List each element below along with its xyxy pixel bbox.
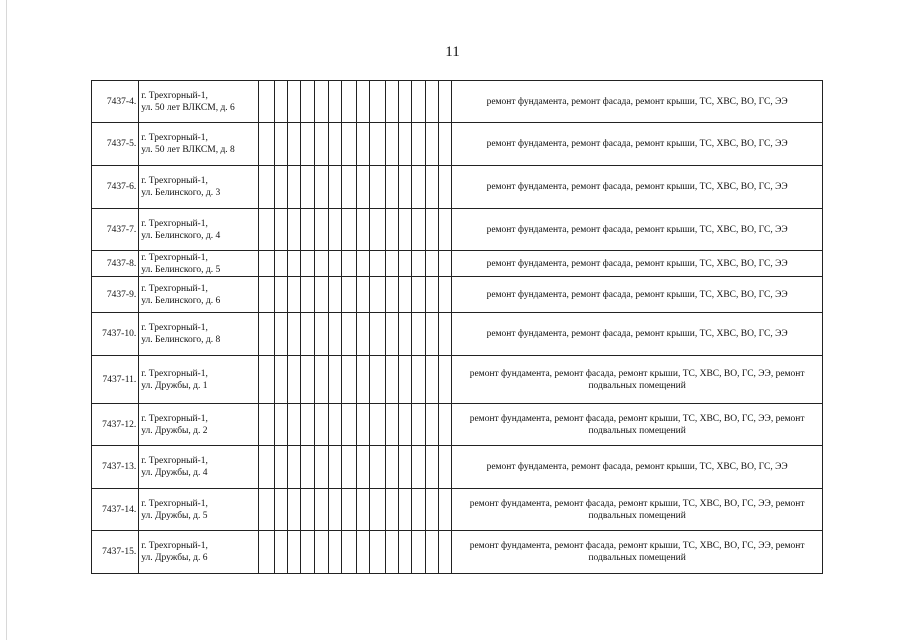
- empty-cell: [425, 251, 438, 277]
- empty-cell: [412, 531, 425, 574]
- empty-cell: [398, 356, 411, 404]
- address-city: г. Трехгорный-1,: [141, 498, 208, 509]
- empty-cell: [438, 313, 451, 356]
- empty-cell: [356, 209, 369, 251]
- address-cell: [139, 123, 259, 166]
- empty-cell: [301, 313, 314, 356]
- empty-cell: [370, 166, 385, 209]
- empty-cell: [356, 251, 369, 277]
- empty-cell: [385, 277, 398, 313]
- empty-cell: [259, 356, 274, 404]
- empty-cell: [356, 166, 369, 209]
- address-street: ул. Белинского, д. 6: [141, 295, 221, 306]
- empty-cell: [438, 404, 451, 446]
- empty-cell: [412, 446, 425, 489]
- works-cell: ремонт фундамента, ремонт фасада, ремонт крыши, ТС, ХВС, ВО, ГС, ЭЭ: [452, 446, 823, 489]
- empty-cell: [301, 356, 314, 404]
- empty-cell: [385, 489, 398, 531]
- empty-cell: [342, 313, 356, 356]
- empty-cell: [370, 277, 385, 313]
- empty-cell: [370, 251, 385, 277]
- empty-cell: [259, 123, 274, 166]
- empty-cell: [329, 277, 342, 313]
- empty-cell: [329, 209, 342, 251]
- empty-cell: [301, 251, 314, 277]
- works-cell: ремонт фундамента, ремонт фасада, ремонт крыши, ТС, ХВС, ВО, ГС, ЭЭ: [452, 123, 823, 166]
- works-cell: ремонт фундамента, ремонт фасада, ремонт крыши, ТС, ХВС, ВО, ГС, ЭЭ, ремонт подвальных помещений: [452, 356, 823, 404]
- empty-cell: [438, 166, 451, 209]
- table-row: [92, 81, 823, 123]
- empty-cell: [342, 489, 356, 531]
- table-row: [92, 166, 823, 209]
- empty-cell: [370, 356, 385, 404]
- empty-cell: [301, 277, 314, 313]
- table-row: [92, 404, 823, 446]
- empty-cell: [398, 81, 411, 123]
- empty-cell: [329, 489, 342, 531]
- empty-cell: [356, 446, 369, 489]
- empty-cell: [288, 531, 301, 574]
- empty-cell: [301, 489, 314, 531]
- empty-cell: [288, 209, 301, 251]
- address-cell: [139, 166, 259, 209]
- empty-cell: [412, 489, 425, 531]
- works-cell: ремонт фундамента, ремонт фасада, ремонт крыши, ТС, ХВС, ВО, ГС, ЭЭ, ремонт подвальных помещений: [452, 531, 823, 574]
- empty-cell: [425, 81, 438, 123]
- empty-cell: [288, 251, 301, 277]
- empty-cell: [398, 277, 411, 313]
- empty-cell: [329, 356, 342, 404]
- empty-cell: [274, 123, 287, 166]
- address-cell: [139, 313, 259, 356]
- empty-cell: [274, 531, 287, 574]
- empty-cell: [370, 404, 385, 446]
- empty-cell: [438, 277, 451, 313]
- empty-cell: [329, 123, 342, 166]
- empty-cell: [314, 277, 328, 313]
- empty-cell: [438, 81, 451, 123]
- empty-cell: [398, 123, 411, 166]
- table-row: [92, 489, 823, 531]
- empty-cell: [342, 446, 356, 489]
- table-row: [92, 356, 823, 404]
- address-street: ул. Дружбы, д. 4: [141, 468, 208, 478]
- empty-cell: [412, 81, 425, 123]
- empty-cell: [356, 81, 369, 123]
- table-row: [92, 277, 823, 313]
- empty-cell: [288, 446, 301, 489]
- scan-edge-line: [6, 0, 7, 640]
- empty-cell: [425, 404, 438, 446]
- empty-cell: [288, 313, 301, 356]
- address-street: ул. Дружбы, д. 2: [141, 425, 208, 436]
- empty-cell: [288, 489, 301, 531]
- works-cell: ремонт фундамента, ремонт фасада, ремонт крыши, ТС, ХВС, ВО, ГС, ЭЭ: [452, 209, 823, 251]
- empty-cell: [385, 356, 398, 404]
- row-number: 7437-5.: [92, 123, 139, 166]
- empty-cell: [412, 251, 425, 277]
- empty-cell: [301, 446, 314, 489]
- empty-cell: [314, 356, 328, 404]
- empty-cell: [398, 166, 411, 209]
- empty-cell: [314, 209, 328, 251]
- table-row: [92, 251, 823, 277]
- empty-cell: [385, 209, 398, 251]
- empty-cell: [412, 166, 425, 209]
- empty-cell: [438, 356, 451, 404]
- works-cell: ремонт фундамента, ремонт фасада, ремонт крыши, ТС, ХВС, ВО, ГС, ЭЭ: [452, 313, 823, 356]
- table-row: [92, 446, 823, 489]
- empty-cell: [342, 209, 356, 251]
- empty-cell: [398, 404, 411, 446]
- row-number: 7437-10.: [92, 313, 139, 356]
- empty-cell: [438, 251, 451, 277]
- empty-cell: [425, 489, 438, 531]
- address-city: г. Трехгорный-1,: [141, 283, 208, 294]
- register-table: [91, 80, 823, 574]
- row-number: 7437-15.: [92, 531, 139, 574]
- empty-cell: [274, 251, 287, 277]
- empty-cell: [288, 277, 301, 313]
- row-number: 7437-7.: [92, 209, 139, 251]
- empty-cell: [385, 404, 398, 446]
- empty-cell: [288, 123, 301, 166]
- address-cell: [139, 81, 259, 123]
- address-city: г. Трехгорный-1,: [141, 218, 208, 229]
- address-street: ул. Дружбы, д. 5: [141, 510, 208, 521]
- empty-cell: [425, 313, 438, 356]
- row-number: 7437-6.: [92, 166, 139, 209]
- empty-cell: [288, 404, 301, 446]
- address-cell: [139, 209, 259, 251]
- empty-cell: [274, 313, 287, 356]
- address-city: г. Трехгорный-1,: [141, 90, 208, 101]
- address-cell: [139, 489, 259, 531]
- empty-cell: [274, 404, 287, 446]
- empty-cell: [385, 123, 398, 166]
- empty-cell: [274, 81, 287, 123]
- empty-cell: [259, 251, 274, 277]
- empty-cell: [342, 277, 356, 313]
- empty-cell: [412, 356, 425, 404]
- empty-cell: [301, 123, 314, 166]
- empty-cell: [356, 531, 369, 574]
- empty-cell: [425, 166, 438, 209]
- empty-cell: [288, 81, 301, 123]
- empty-cell: [398, 531, 411, 574]
- empty-cell: [301, 531, 314, 574]
- empty-cell: [314, 446, 328, 489]
- address-cell: [139, 277, 259, 313]
- empty-cell: [259, 446, 274, 489]
- table-row: [92, 209, 823, 251]
- table-row: [92, 313, 823, 356]
- empty-cell: [301, 404, 314, 446]
- row-number: 7437-4.: [92, 81, 139, 123]
- empty-cell: [274, 209, 287, 251]
- works-cell: ремонт фундамента, ремонт фасада, ремонт крыши, ТС, ХВС, ВО, ГС, ЭЭ: [452, 277, 823, 313]
- empty-cell: [398, 313, 411, 356]
- address-cell: [139, 356, 259, 404]
- empty-cell: [314, 123, 328, 166]
- address-street: ул. 50 лет ВЛКСМ, д. 6: [141, 102, 235, 113]
- empty-cell: [288, 356, 301, 404]
- address-street: ул. Дружбы, д. 6: [141, 553, 208, 563]
- address-street: ул. Белинского, д. 3: [141, 188, 221, 198]
- empty-cell: [438, 446, 451, 489]
- empty-cell: [274, 166, 287, 209]
- empty-cell: [342, 404, 356, 446]
- empty-cell: [259, 489, 274, 531]
- empty-cell: [259, 166, 274, 209]
- empty-cell: [274, 356, 287, 404]
- empty-cell: [425, 356, 438, 404]
- empty-cell: [259, 531, 274, 574]
- empty-cell: [314, 531, 328, 574]
- empty-cell: [301, 81, 314, 123]
- empty-cell: [425, 446, 438, 489]
- address-city: г. Трехгорный-1,: [141, 368, 208, 379]
- address-cell: [139, 404, 259, 446]
- empty-cell: [259, 209, 274, 251]
- empty-cell: [385, 251, 398, 277]
- empty-cell: [425, 209, 438, 251]
- address-city: г. Трехгорный-1,: [141, 456, 208, 466]
- address-street: ул. 50 лет ВЛКСМ, д. 8: [141, 145, 235, 155]
- empty-cell: [314, 313, 328, 356]
- empty-cell: [288, 166, 301, 209]
- address-city: г. Трехгорный-1,: [141, 541, 208, 551]
- works-cell: ремонт фундамента, ремонт фасада, ремонт крыши, ТС, ХВС, ВО, ГС, ЭЭ: [452, 166, 823, 209]
- empty-cell: [370, 531, 385, 574]
- empty-cell: [412, 209, 425, 251]
- address-cell: [139, 531, 259, 574]
- empty-cell: [370, 446, 385, 489]
- address-cell: [139, 251, 259, 277]
- address-city: г. Трехгорный-1,: [141, 176, 208, 186]
- empty-cell: [259, 277, 274, 313]
- empty-cell: [412, 404, 425, 446]
- empty-cell: [329, 313, 342, 356]
- empty-cell: [412, 277, 425, 313]
- page-number: 11: [445, 44, 460, 60]
- works-cell: ремонт фундамента, ремонт фасада, ремонт крыши, ТС, ХВС, ВО, ГС, ЭЭ, ремонт подвальных помещений: [452, 489, 823, 531]
- address-city: г. Трехгорный-1,: [141, 323, 208, 333]
- empty-cell: [370, 489, 385, 531]
- empty-cell: [385, 166, 398, 209]
- empty-cell: [342, 356, 356, 404]
- empty-cell: [329, 446, 342, 489]
- empty-cell: [329, 404, 342, 446]
- empty-cell: [425, 123, 438, 166]
- empty-cell: [342, 81, 356, 123]
- empty-cell: [412, 123, 425, 166]
- address-cell: [139, 446, 259, 489]
- empty-cell: [425, 531, 438, 574]
- empty-cell: [356, 404, 369, 446]
- row-number: 7437-13.: [92, 446, 139, 489]
- empty-cell: [385, 313, 398, 356]
- row-number: 7437-12.: [92, 404, 139, 446]
- address-city: г. Трехгорный-1,: [141, 413, 208, 424]
- address-street: ул. Белинского, д. 8: [141, 335, 221, 345]
- empty-cell: [425, 277, 438, 313]
- empty-cell: [398, 446, 411, 489]
- empty-cell: [301, 166, 314, 209]
- table-row: [92, 123, 823, 166]
- empty-cell: [259, 313, 274, 356]
- row-number: 7437-11.: [92, 356, 139, 404]
- empty-cell: [301, 209, 314, 251]
- empty-cell: [314, 489, 328, 531]
- empty-cell: [259, 81, 274, 123]
- address-city: г. Трехгорный-1,: [141, 133, 208, 143]
- empty-cell: [356, 123, 369, 166]
- empty-cell: [370, 123, 385, 166]
- empty-cell: [356, 356, 369, 404]
- empty-cell: [398, 209, 411, 251]
- row-number: 7437-9.: [92, 277, 139, 313]
- works-cell: ремонт фундамента, ремонт фасада, ремонт крыши, ТС, ХВС, ВО, ГС, ЭЭ: [452, 251, 823, 277]
- empty-cell: [274, 446, 287, 489]
- empty-cell: [356, 277, 369, 313]
- empty-cell: [342, 251, 356, 277]
- empty-cell: [342, 166, 356, 209]
- empty-cell: [274, 489, 287, 531]
- empty-cell: [329, 251, 342, 277]
- works-cell: ремонт фундамента, ремонт фасада, ремонт крыши, ТС, ХВС, ВО, ГС, ЭЭ, ремонт подвальных помещений: [452, 404, 823, 446]
- empty-cell: [398, 251, 411, 277]
- empty-cell: [314, 251, 328, 277]
- row-number: 7437-8.: [92, 251, 139, 277]
- empty-cell: [314, 81, 328, 123]
- empty-cell: [342, 531, 356, 574]
- address-city: г. Трехгорный-1,: [141, 252, 208, 263]
- empty-cell: [385, 81, 398, 123]
- address-street: ул. Белинского, д. 4: [141, 230, 221, 241]
- empty-cell: [385, 446, 398, 489]
- empty-cell: [329, 166, 342, 209]
- empty-cell: [314, 166, 328, 209]
- empty-cell: [438, 123, 451, 166]
- empty-cell: [438, 209, 451, 251]
- empty-cell: [370, 313, 385, 356]
- works-cell: ремонт фундамента, ремонт фасада, ремонт крыши, ТС, ХВС, ВО, ГС, ЭЭ: [452, 81, 823, 123]
- empty-cell: [438, 489, 451, 531]
- empty-cell: [356, 313, 369, 356]
- empty-cell: [259, 404, 274, 446]
- empty-cell: [438, 531, 451, 574]
- empty-cell: [412, 313, 425, 356]
- empty-cell: [398, 489, 411, 531]
- empty-cell: [314, 404, 328, 446]
- row-number: 7437-14.: [92, 489, 139, 531]
- empty-cell: [370, 209, 385, 251]
- empty-cell: [329, 81, 342, 123]
- address-street: ул. Белинского, д. 5: [141, 264, 221, 275]
- empty-cell: [370, 81, 385, 123]
- empty-cell: [356, 489, 369, 531]
- address-street: ул. Дружбы, д. 1: [141, 380, 208, 391]
- table-row: [92, 531, 823, 574]
- empty-cell: [274, 277, 287, 313]
- empty-cell: [342, 123, 356, 166]
- empty-cell: [329, 531, 342, 574]
- empty-cell: [385, 531, 398, 574]
